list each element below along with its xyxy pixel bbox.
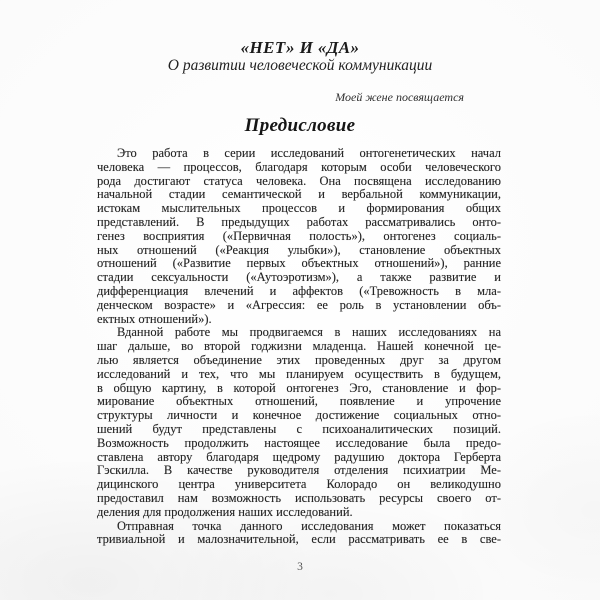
text-line: Возможность продолжить настоящее исследование была предо-	[97, 435, 501, 450]
text-line: ставлена автору благодаря щедрому радушию доктора Герберта	[97, 449, 501, 464]
text-line: человека — процессов, благодаря которым особи человеческого	[97, 159, 501, 174]
text-line: деления для продолжения наших исследований.	[97, 504, 353, 519]
page-number: 3	[297, 561, 303, 573]
text-line: предоставил нам возможность использовать ресурсы своего от-	[97, 490, 501, 505]
text-line: лью является объединение этих проведенных друг за другом	[97, 352, 501, 367]
text-line: рода достигают статуса человека. Она посвящена исследованию	[97, 173, 501, 188]
body-text	[97, 147, 501, 547]
book-title: «НЕТ» И «ДА»	[240, 38, 360, 57]
section-heading: Предисловие	[244, 115, 356, 136]
text-line: представлений. В предыдущих работах рассматривались онто-	[97, 214, 501, 229]
text-line: Это работа в серии исследований онтогенетических начал	[117, 146, 501, 160]
text-line: Вданной работе мы продвигаемся в наших исследованиях на	[117, 325, 501, 340]
text-line: ных отношений («Реакция улыбки»), становление объектных	[97, 242, 501, 257]
dedication: Моей жене посвящается	[335, 90, 464, 104]
text-line: стадии сексуальности («Аутоэротизм»), а также развитие и	[97, 270, 501, 285]
text-line: Гэскилла. В качестве руководителя отделения психиатрии Ме-	[97, 463, 501, 478]
text-line: шений будут представлены с психоаналитических позиций.	[97, 421, 501, 436]
text-line: Отправная точка данного исследования может показаться	[117, 518, 501, 533]
book-subtitle: О развитии человеческой коммуникации	[167, 57, 433, 74]
text-line: генез восприятия («Первичная полость»), онтогенез социаль-	[97, 228, 501, 243]
text-line: в общую картину, в которой онтогенез Эго, становление и фор-	[97, 380, 501, 395]
text-line: дицинского центра университета Колорадо он великодушно	[97, 477, 501, 492]
text-line: исследований и тех, что мы планируем осуществить в будущем,	[97, 366, 501, 381]
text-line: начальной стадии семантической и вербальной коммуникации,	[97, 187, 501, 202]
text-line: отношений («Развитие первых объектных отношений»), ранние	[97, 256, 501, 271]
text-line: структуры личности и конечное достижение социальных отно-	[97, 408, 501, 423]
text-line: ектных отношений»).	[97, 311, 212, 326]
text-line: мирование объектных отношений, появление и упрочение	[97, 394, 501, 409]
text-line: тривиальной и малозначительной, если рассматривать ее в све-	[97, 532, 501, 547]
text-line: шаг дальше, во второй годжизни младенца. Нашей конечной це-	[97, 339, 501, 354]
text-line: истокам мыслительных процессов и формирования общих	[97, 201, 501, 216]
text-line: денческом возрасте» и «Агрессия: ее роль в установлении объ-	[97, 297, 501, 312]
text-line: дифференциация влечений и аффектов («Тревожность в мла-	[97, 283, 501, 298]
